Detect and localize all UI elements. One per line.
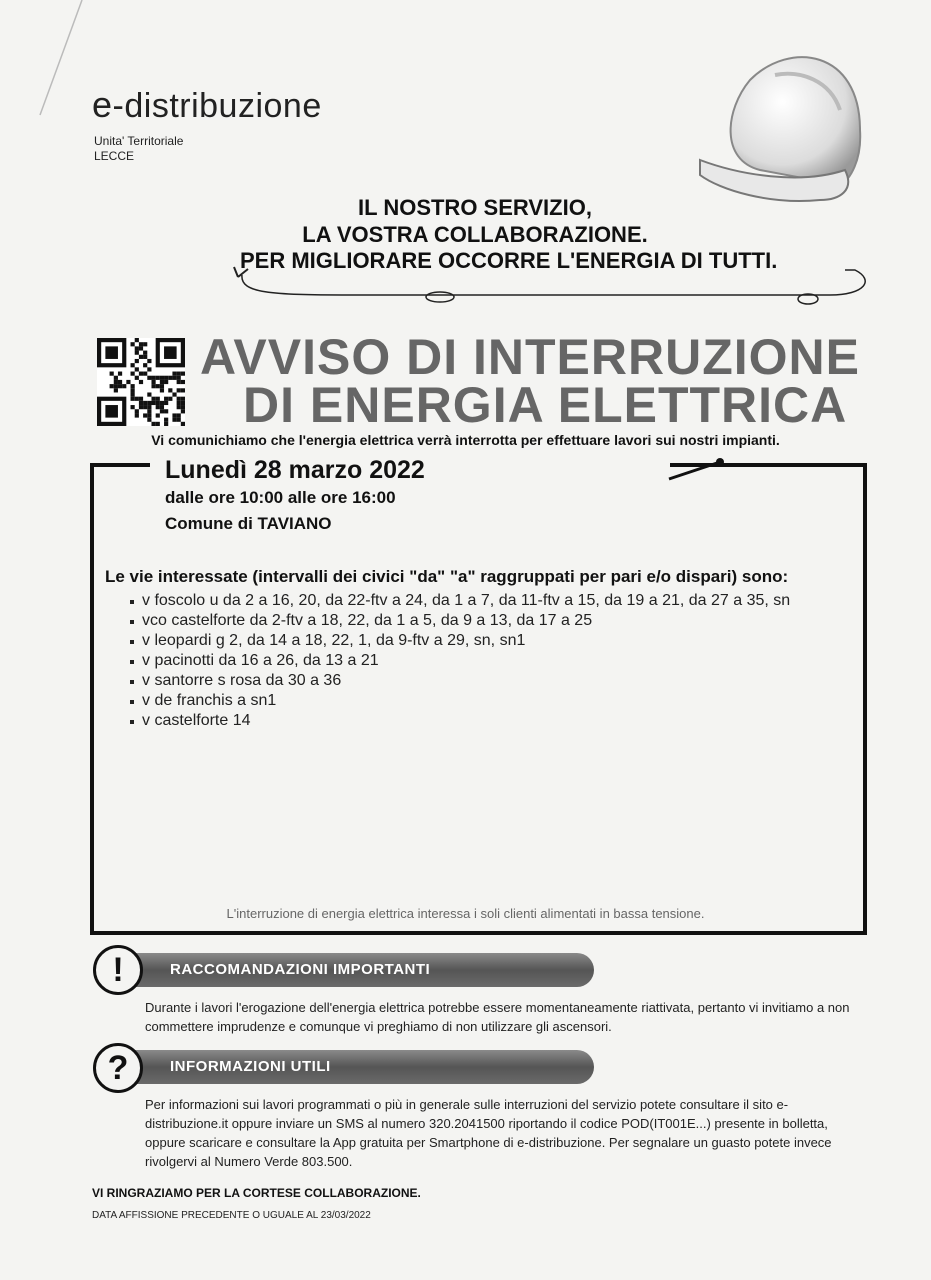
- info-text: Per informazioni sui lavori programmati o più in generale sulle interruzioni del servizio potete consultare il sito e-distribuzione.it oppure inviare un SMS al numero 320.2041500 riportando il codice POD(IT001E...) presente in bolletta, oppure scaricare e consultare la App gratuita per Smartphone di e-distribuzione. Per segnalare un guasto potete invece rivolgervi al Numero Verde 803.500.: [145, 1097, 832, 1169]
- posting-date: DATA AFFISSIONE PRECEDENTE O UGUALE AL 23/03/2022: [92, 1210, 371, 1221]
- info-heading: INFORMAZIONI UTILI: [118, 1050, 594, 1084]
- question-icon: ?: [93, 1043, 143, 1093]
- street-item: vco castelforte da 2-ftv a 18, 22, da 1 a 5, da 9 a 13, da 17 a 25: [130, 611, 830, 631]
- interruption-hours: dalle ore 10:00 alle ore 16:00: [165, 488, 396, 507]
- notice-title-line-2: DI ENERGIA ELETTRICA: [243, 377, 848, 433]
- intro-text: Vi comunichiamo che l'energia elettrica verrà interrotta per effettuare lavori sui nostri impianti.: [151, 432, 780, 448]
- qr-code: [97, 338, 185, 426]
- slogan-line-1: IL NOSTRO SERVIZIO,: [358, 195, 592, 220]
- company-logo: [92, 84, 322, 126]
- street-item: v foscolo u da 2 a 16, 20, da 22-ftv a 24, da 1 a 7, da 11-ftv a 15, da 19 a 21, da 27 a 35, sn: [130, 591, 830, 611]
- recommendations-text: Durante i lavori l'erogazione dell'energia elettrica potrebbe essere momentaneamente riattivata, pertanto vi invitiamo a non commettere imprudenze e comunque vi preghiamo di non utilizzare gli ascensori.: [145, 1000, 850, 1034]
- interruption-comune: Comune di TAVIANO: [165, 514, 332, 533]
- street-item: v leopardi g 2, da 14 a 18, 22, 1, da 9-ftv a 29, sn, sn1: [130, 631, 830, 651]
- helmet-illustration: [680, 40, 880, 240]
- unit-city: LECCE: [94, 149, 135, 163]
- thanks-text: VI RINGRAZIAMO PER LA CORTESE COLLABORAZIONE.: [92, 1186, 421, 1200]
- interruption-date: Lunedì 28 marzo 2022: [165, 456, 425, 484]
- plug-cable-icon: [230, 255, 880, 310]
- pen-icon: [665, 455, 735, 485]
- exclamation-icon: !: [93, 945, 143, 995]
- street-item: v castelforte 14: [130, 711, 830, 731]
- slogan-line-2: LA VOSTRA COLLABORAZIONE.: [302, 222, 648, 247]
- street-item: v pacinotti da 16 a 26, da 13 a 21: [130, 651, 830, 671]
- recommendations-heading: RACCOMANDAZIONI IMPORTANTI: [118, 953, 594, 987]
- street-item: v de franchis a sn1: [130, 691, 830, 711]
- slogan-line-3: PER MIGLIORARE OCCORRE L'ENERGIA DI TUTTI.: [240, 248, 778, 273]
- notice-title-line-1: AVVISO DI INTERRUZIONE: [200, 329, 861, 385]
- unit-label: Unita' Territoriale: [94, 134, 184, 148]
- low-voltage-note: L'interruzione di energia elettrica interessa i soli clienti alimentati in bassa tensione.: [226, 906, 705, 921]
- streets-list: [130, 591, 830, 731]
- street-item: v santorre s rosa da 30 a 36: [130, 671, 830, 691]
- logo-e-mark: e: [92, 84, 113, 125]
- logo-text: -distribuzione: [112, 87, 322, 125]
- streets-heading: Le vie interessate (intervalli dei civici "da" "a" raggruppati per pari e/o dispari) sono:: [105, 567, 789, 586]
